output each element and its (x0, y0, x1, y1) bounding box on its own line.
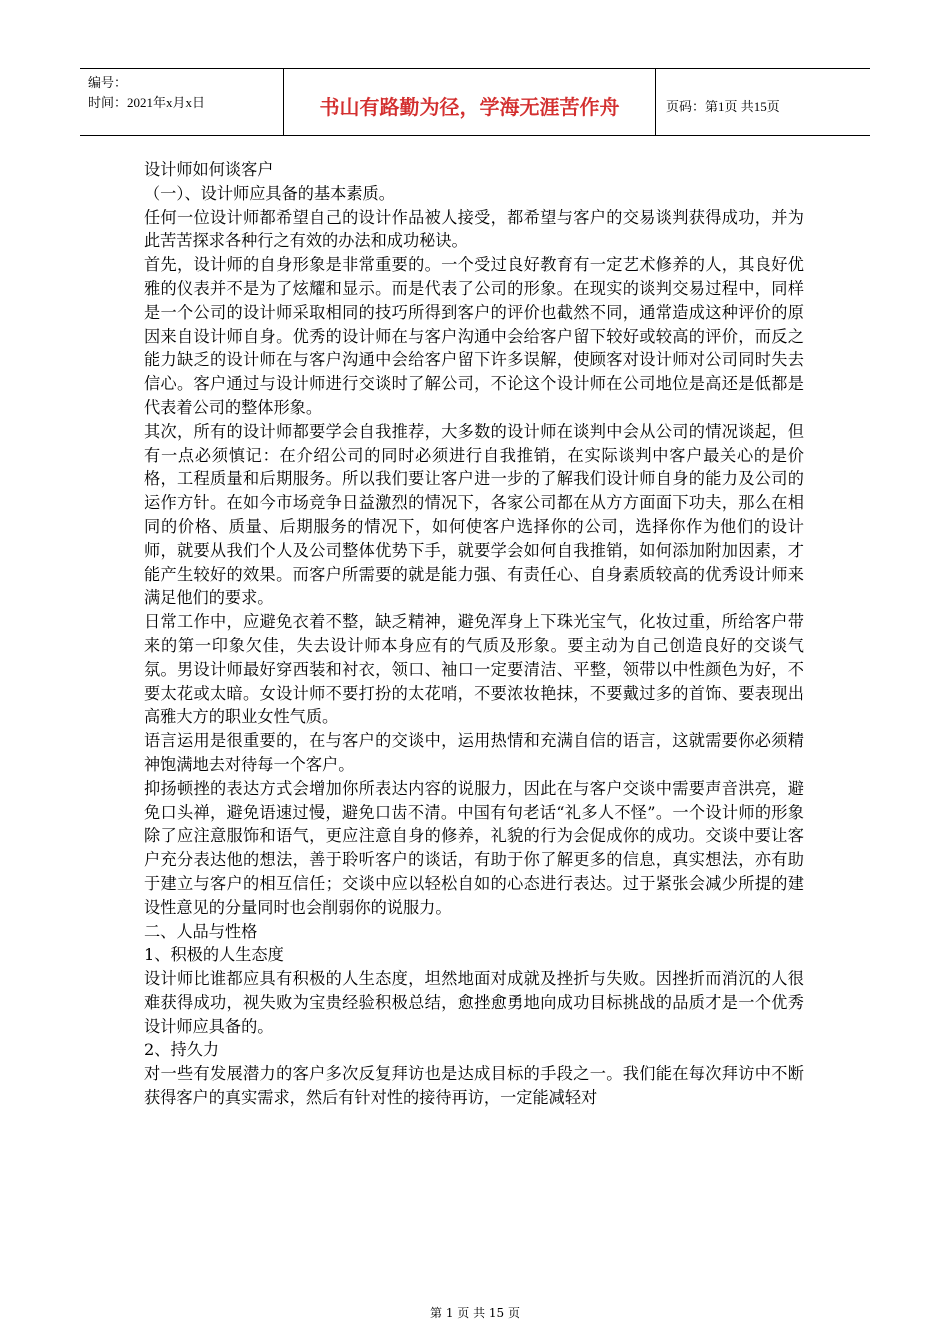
paragraph: 设计师比谁都应具有积极的人生态度，坦然地面对成就及挫折与失败。因挫折而消沉的人很难获得成功，视失败为宝贵经验积极总结，愈挫愈勇地向成功目标挑战的品质才是一个优秀设计师应具备的。 (144, 969, 804, 1036)
section-heading: 二、人品与性格 (144, 921, 258, 941)
code-label: 编号： (88, 75, 128, 90)
header-motto: 书山有路勤为径，学海无涯苦作舟 (283, 69, 656, 135)
paragraph: 日常工作中，应避免衣着不整，缺乏精神，避免浑身上下珠光宝气，化妆过重，所给客户带来的第一印象欠佳，失去设计师本身应有的气质及形象。要主动为自己创造良好的交谈气氛。男设计师最好穿西装和衬衣，领口、袖口一定要清洁、平整，领带以中性颜色为好，不要太花或太暗。女设计师不要打扮的太花哨，不要浓妆艳抹，不要戴过多的首饰、要表现出高雅大方的职业女性气质。 (144, 612, 804, 727)
paragraph: 对一些有发展潜力的客户多次反复拜访也是达成目标的手段之一。我们能在每次拜访中不断获得客户的真实需求，然后有针对性的接待再访，一定能减轻对 (144, 1064, 804, 1108)
document-body (144, 158, 804, 1110)
header-page-info: 页码：第1页 共15页 (666, 98, 780, 114)
paragraph: 其次，所有的设计师都要学会自我推荐，大多数的设计师在谈判中会从公司的情况谈起，但有一点必须慎记：在介绍公司的同时必须进行自我推销，在实际谈判中客户最关心的是价格，工程质量和后期服务。所以我们要让客户进一步的了解我们设计师自身的能力及公司的运作方针。在如今市场竞争日益激烈的情况下，各家公司都在从方方面面下功夫，那么在相同的价格、质量、后期服务的情况下，如何使客户选择你的公司，选择你作为他们的设计师，就要从我们个人及公司整体优势下手，就要学会如何自我推销，如何添加附加因素，才能产生较好的效果。而客户所需要的就是能力强、有责任心、自身素质较高的优秀设计师来满足他们的要求。 (144, 421, 804, 608)
paragraph: 抑扬顿挫的表达方式会增加你所表达内容的说服力，因此在与客户交谈中需要声音洪亮，避免口头禅，避免语速过慢，避免口齿不清。中国有句老话“礼多人不怪”。一个设计师的形象除了应注意服饰和语气，更应注意自身的修养，礼貌的行为会促成你的成功。交谈中要让客户充分表达他的想法，善于聆听客户的谈话，有助于你了解更多的信息，真实想法，亦有助于建立与客户的相互信任；交谈中应以轻松自如的心态进行表达。过于紧张会减少所提的建设性意见的分量同时也会削弱你的说服力。 (144, 778, 804, 917)
paragraph: 语言运用是很重要的，在与客户的交谈中，运用热情和充满自信的语言，这就需要你必须精神饱满地去对待每一个客户。 (144, 731, 804, 774)
paragraph: 首先，设计师的自身形象是非常重要的。一个受过良好教育有一定艺术修养的人，其良好优雅的仪表并不是为了炫耀和显示。而是代表了公司的形象。在现实的谈判交易过程中，同样是一个公司的设计师采取相同的技巧所得到客户的评价也截然不同，通常造成这种评价的原因来自设计师自身。优秀的设计师在与客户沟通中会给客户留下较好或较高的评价，而反之能力缺乏的设计师在与客户沟通中会给客户留下许多误解，使顾客对设计师对公司同时失去信心。客户通过与设计师进行交谈时了解公司，不论这个设计师在公司地位是高还是低都是代表着公司的整体形象。 (144, 255, 804, 417)
paragraph: 任何一位设计师都希望自己的设计作品被人接受，都希望与客户的交易谈判获得成功，并为此苦苦探求各种行之有效的办法和成功秘诀。 (144, 207, 804, 251)
section-heading: （一）、设计师应具备的基本素质。 (144, 183, 395, 203)
subsection-heading: 2、持久力 (144, 1040, 220, 1060)
doc-title: 设计师如何谈客户 (144, 160, 274, 179)
header-meta (80, 69, 283, 135)
subsection-heading: 1、积极的人生态度 (144, 945, 284, 965)
date-label: 时间：2021年x月x日 (88, 95, 206, 110)
page-footer: 第 1 页 共 15 页 (430, 1306, 520, 1320)
page-header (80, 68, 870, 136)
